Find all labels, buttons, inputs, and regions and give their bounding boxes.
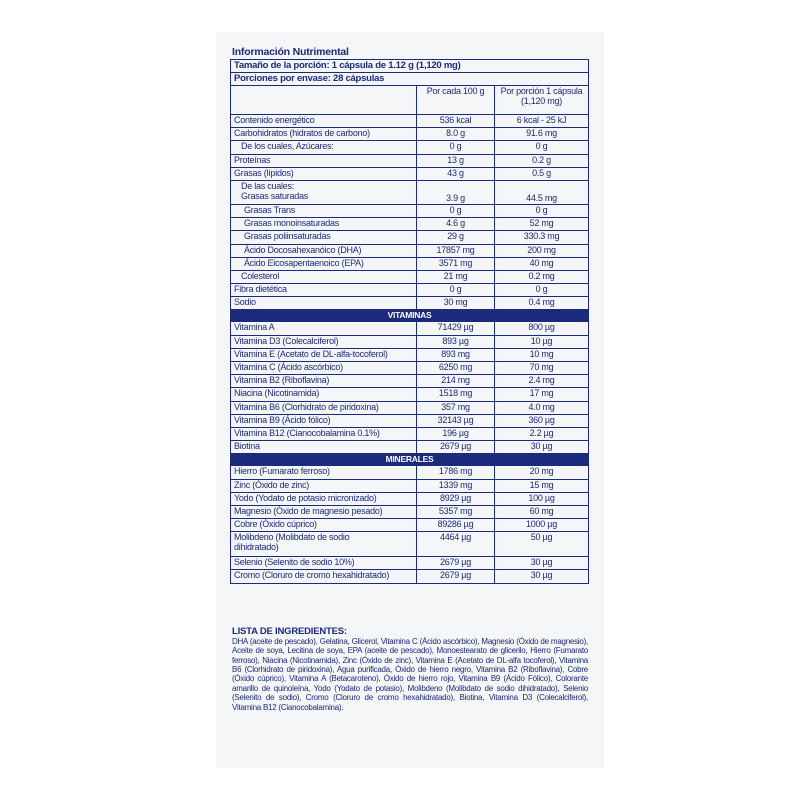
- value-per-portion: 30 µg: [495, 557, 589, 570]
- vitamins-section-header: [231, 310, 589, 322]
- value-per-100g: 5357 mg: [417, 505, 495, 518]
- nutrient-label: Vitamina B6 (Clorhidrato de piridoxina): [231, 401, 417, 414]
- value-per-portion: 4.0 mg: [495, 401, 589, 414]
- ingredients-text: DHA (aceite de pescado), Gelatina, Glicerol, Vitamina C (Ácido ascórbico), Magnesio (Óxido de magnesio), Aceite de soya, Lecitina de soya, EPA (aceite de pescado), Monoestearato de glicerilo, Hierro (Fumarato ferroso), Niacina (Nicotinamida), Zinc (Óxido de zinc), Vitamina E (Acetato de DL-alfa tocoferol), Vitamina B6 (Clorhidrato de piridoxina), Agua purificada, Óxido de hierro negro, Vitamina B2 (Riboflavina), Cobre (Óxido cúprico), Vitamina A (Betacaroteno), Óxido de hierro rojo, Vitamina B9 (Ácido Fólico), Colorante amarillo de quinoleína, Yodo (Yodato de potasio), Molibdeno (Molibdato de sodio dihidratado), Selenio (Selenito de sodio), Cromo (Cloruro de cromo hexahidratado), Biotina, Vitamina D3 (Colecalciferol), Vitamina B12 (Cianocobalamina).: [232, 637, 588, 712]
- value-per-100g: 214 mg: [417, 375, 495, 388]
- column-header-row: [231, 86, 589, 115]
- nutrient-label: De los cuales, Azúcares:: [231, 141, 417, 154]
- table-row: [231, 519, 589, 532]
- table-row: [231, 441, 589, 454]
- nutrient-label: Grasas monoinsaturadas: [231, 218, 417, 231]
- value-per-portion: 17 mg: [495, 388, 589, 401]
- value-per-portion: 0 g: [495, 204, 589, 217]
- nutrient-label: Hierro (Fumarato ferroso): [231, 466, 417, 479]
- table-row: [231, 270, 589, 283]
- value-per-100g: 2679 µg: [417, 570, 495, 583]
- value-per-portion: 30 µg: [495, 441, 589, 454]
- value-per-100g: 32143 µg: [417, 414, 495, 427]
- nutrient-label: Cobre (Óxido cúprico): [231, 519, 417, 532]
- value-per-100g: 17857 mg: [417, 244, 495, 257]
- value-per-portion: 15 mg: [495, 479, 589, 492]
- table-row: [231, 505, 589, 518]
- value-per-100g: 21 mg: [417, 270, 495, 283]
- nutrient-label: Contenido energético: [231, 115, 417, 128]
- table-row: [231, 479, 589, 492]
- nutrient-label: De las cuales: Grasas saturadas: [231, 180, 417, 204]
- value-per-portion: 30 µg: [495, 570, 589, 583]
- table-row: [231, 167, 589, 180]
- value-per-portion: 2.4 mg: [495, 375, 589, 388]
- table-row: [231, 570, 589, 583]
- nutrient-label: Ácido Eicosapentaenoico (EPA): [231, 257, 417, 270]
- minerals-section-header: [231, 454, 589, 466]
- value-per-100g: 2679 µg: [417, 557, 495, 570]
- nutrient-label: Yodo (Yodato de potasio micronizado): [231, 492, 417, 505]
- table-row: [231, 297, 589, 310]
- value-per-portion: 0 g: [495, 284, 589, 297]
- nutrient-label: Biotina: [231, 441, 417, 454]
- nutrient-label: Selenio (Selenito de sodio 10%): [231, 557, 417, 570]
- nutrient-label: Grasas (lípidos): [231, 167, 417, 180]
- value-per-portion: 44.5 mg: [495, 180, 589, 204]
- value-per-100g: 0 g: [417, 284, 495, 297]
- value-per-100g: 29 g: [417, 231, 495, 244]
- nutrient-label: Vitamina E (Acetato de DL-alfa-tocoferol): [231, 348, 417, 361]
- value-per-portion: 0.2 mg: [495, 270, 589, 283]
- value-per-portion: 1000 µg: [495, 519, 589, 532]
- table-row: [231, 244, 589, 257]
- nutrient-label: Cromo (Cloruro de cromo hexahidratado): [231, 570, 417, 583]
- nutrient-label: Fibra dietética: [231, 284, 417, 297]
- nutrient-label: Sodio: [231, 297, 417, 310]
- table-row: [231, 154, 589, 167]
- ingredients-title: LISTA DE INGREDIENTES:: [232, 626, 347, 637]
- table-row: [231, 532, 589, 557]
- value-per-portion: 800 µg: [495, 322, 589, 335]
- nutrient-label: Vitamina B12 (Cianocobalamina 0.1%): [231, 427, 417, 440]
- value-per-portion: 0.4 mg: [495, 297, 589, 310]
- table-row: [231, 335, 589, 348]
- table-row: [231, 284, 589, 297]
- value-per-portion: 330.3 mg: [495, 231, 589, 244]
- table-row: [231, 322, 589, 335]
- value-per-portion: 360 µg: [495, 414, 589, 427]
- nutrient-label: Magnesio (Óxido de magnesio pesado): [231, 505, 417, 518]
- table-row: [231, 180, 589, 204]
- table-row: [231, 257, 589, 270]
- value-per-100g: 357 mg: [417, 401, 495, 414]
- nutrient-label: Vitamina B2 (Riboflavina): [231, 375, 417, 388]
- value-per-100g: 3.9 g: [417, 180, 495, 204]
- value-per-portion: 0.2 g: [495, 154, 589, 167]
- vitamins-section-header-text: VITAMINAS: [231, 310, 589, 322]
- column-header-per-100g: Por cada 100 g: [417, 86, 495, 115]
- value-per-portion: 0 g: [495, 141, 589, 154]
- value-per-portion: 70 mg: [495, 362, 589, 375]
- value-per-portion: 91.6 mg: [495, 128, 589, 141]
- nutrient-label: Colesterol: [231, 270, 417, 283]
- table-row: [231, 401, 589, 414]
- nutrient-label: Zinc (Óxido de zinc): [231, 479, 417, 492]
- value-per-portion: 6 kcal - 25 kJ: [495, 115, 589, 128]
- value-per-100g: 196 µg: [417, 427, 495, 440]
- nutrient-label: Vitamina B9 (Ácido fólico): [231, 414, 417, 427]
- table-header-row: [231, 60, 589, 73]
- value-per-portion: 200 mg: [495, 244, 589, 257]
- nutrient-label: Grasas poliinsaturadas: [231, 231, 417, 244]
- value-per-100g: 4.6 g: [417, 218, 495, 231]
- nutrient-label: Vitamina C (Ácido ascórbico): [231, 362, 417, 375]
- nutrition-title: Información Nutrimental: [232, 46, 349, 58]
- table-row: [231, 427, 589, 440]
- value-per-portion: 50 µg: [495, 532, 589, 557]
- table-row: [231, 115, 589, 128]
- table-row: [231, 218, 589, 231]
- minerals-section-header-text: MINERALES: [231, 454, 589, 466]
- value-per-100g: 1518 mg: [417, 388, 495, 401]
- nutrient-label: Molibdeno (Molibdato de sodio dihidratado): [231, 532, 417, 557]
- value-per-portion: 20 mg: [495, 466, 589, 479]
- value-per-100g: 536 kcal: [417, 115, 495, 128]
- value-per-portion: 60 mg: [495, 505, 589, 518]
- table-row: [231, 375, 589, 388]
- nutrient-label: Niacina (Nicotinamida): [231, 388, 417, 401]
- value-per-100g: 89286 µg: [417, 519, 495, 532]
- value-per-100g: 6250 mg: [417, 362, 495, 375]
- value-per-100g: 0 g: [417, 141, 495, 154]
- value-per-100g: 893 µg: [417, 335, 495, 348]
- value-per-portion: 0.5 g: [495, 167, 589, 180]
- table-row: [231, 362, 589, 375]
- value-per-100g: 30 mg: [417, 297, 495, 310]
- value-per-100g: 1339 mg: [417, 479, 495, 492]
- value-per-100g: 8.0 g: [417, 128, 495, 141]
- nutrient-label: Vitamina A: [231, 322, 417, 335]
- table-row: [231, 231, 589, 244]
- value-per-100g: 71429 µg: [417, 322, 495, 335]
- table-row: [231, 128, 589, 141]
- nutrition-table: [230, 59, 589, 584]
- table-header-row: [231, 73, 589, 86]
- nutrient-label: Proteínas: [231, 154, 417, 167]
- column-header-empty: [231, 86, 417, 115]
- table-row: [231, 141, 589, 154]
- value-per-portion: 52 mg: [495, 218, 589, 231]
- header-text: Tamaño de la porción: 1 cápsula de 1.12 g (1,120 mg): [231, 60, 589, 73]
- value-per-100g: 893 mg: [417, 348, 495, 361]
- value-per-100g: 1786 mg: [417, 466, 495, 479]
- table-row: [231, 492, 589, 505]
- table-row: [231, 348, 589, 361]
- nutrient-label: Carbohidratos (hidratos de carbono): [231, 128, 417, 141]
- table-row: [231, 414, 589, 427]
- value-per-100g: 43 g: [417, 167, 495, 180]
- value-per-100g: 4464 µg: [417, 532, 495, 557]
- value-per-100g: 3571 mg: [417, 257, 495, 270]
- value-per-100g: 13 g: [417, 154, 495, 167]
- value-per-portion: 2.2 µg: [495, 427, 589, 440]
- value-per-100g: 0 g: [417, 204, 495, 217]
- value-per-portion: 10 µg: [495, 335, 589, 348]
- value-per-portion: 10 mg: [495, 348, 589, 361]
- value-per-100g: 8929 µg: [417, 492, 495, 505]
- table-row: [231, 204, 589, 217]
- table-row: [231, 557, 589, 570]
- header-text: Porciones por envase: 28 cápsulas: [231, 73, 589, 86]
- nutrient-label: Grasas Trans: [231, 204, 417, 217]
- column-header-per-portion: Por porción 1 cápsula (1,120 mg): [495, 86, 589, 115]
- table-row: [231, 466, 589, 479]
- nutrient-label: Vitamina D3 (Colecalciferol): [231, 335, 417, 348]
- value-per-portion: 100 µg: [495, 492, 589, 505]
- table-row: [231, 388, 589, 401]
- value-per-100g: 2679 µg: [417, 441, 495, 454]
- value-per-portion: 40 mg: [495, 257, 589, 270]
- nutrient-label: Ácido Docosahexanóico (DHA): [231, 244, 417, 257]
